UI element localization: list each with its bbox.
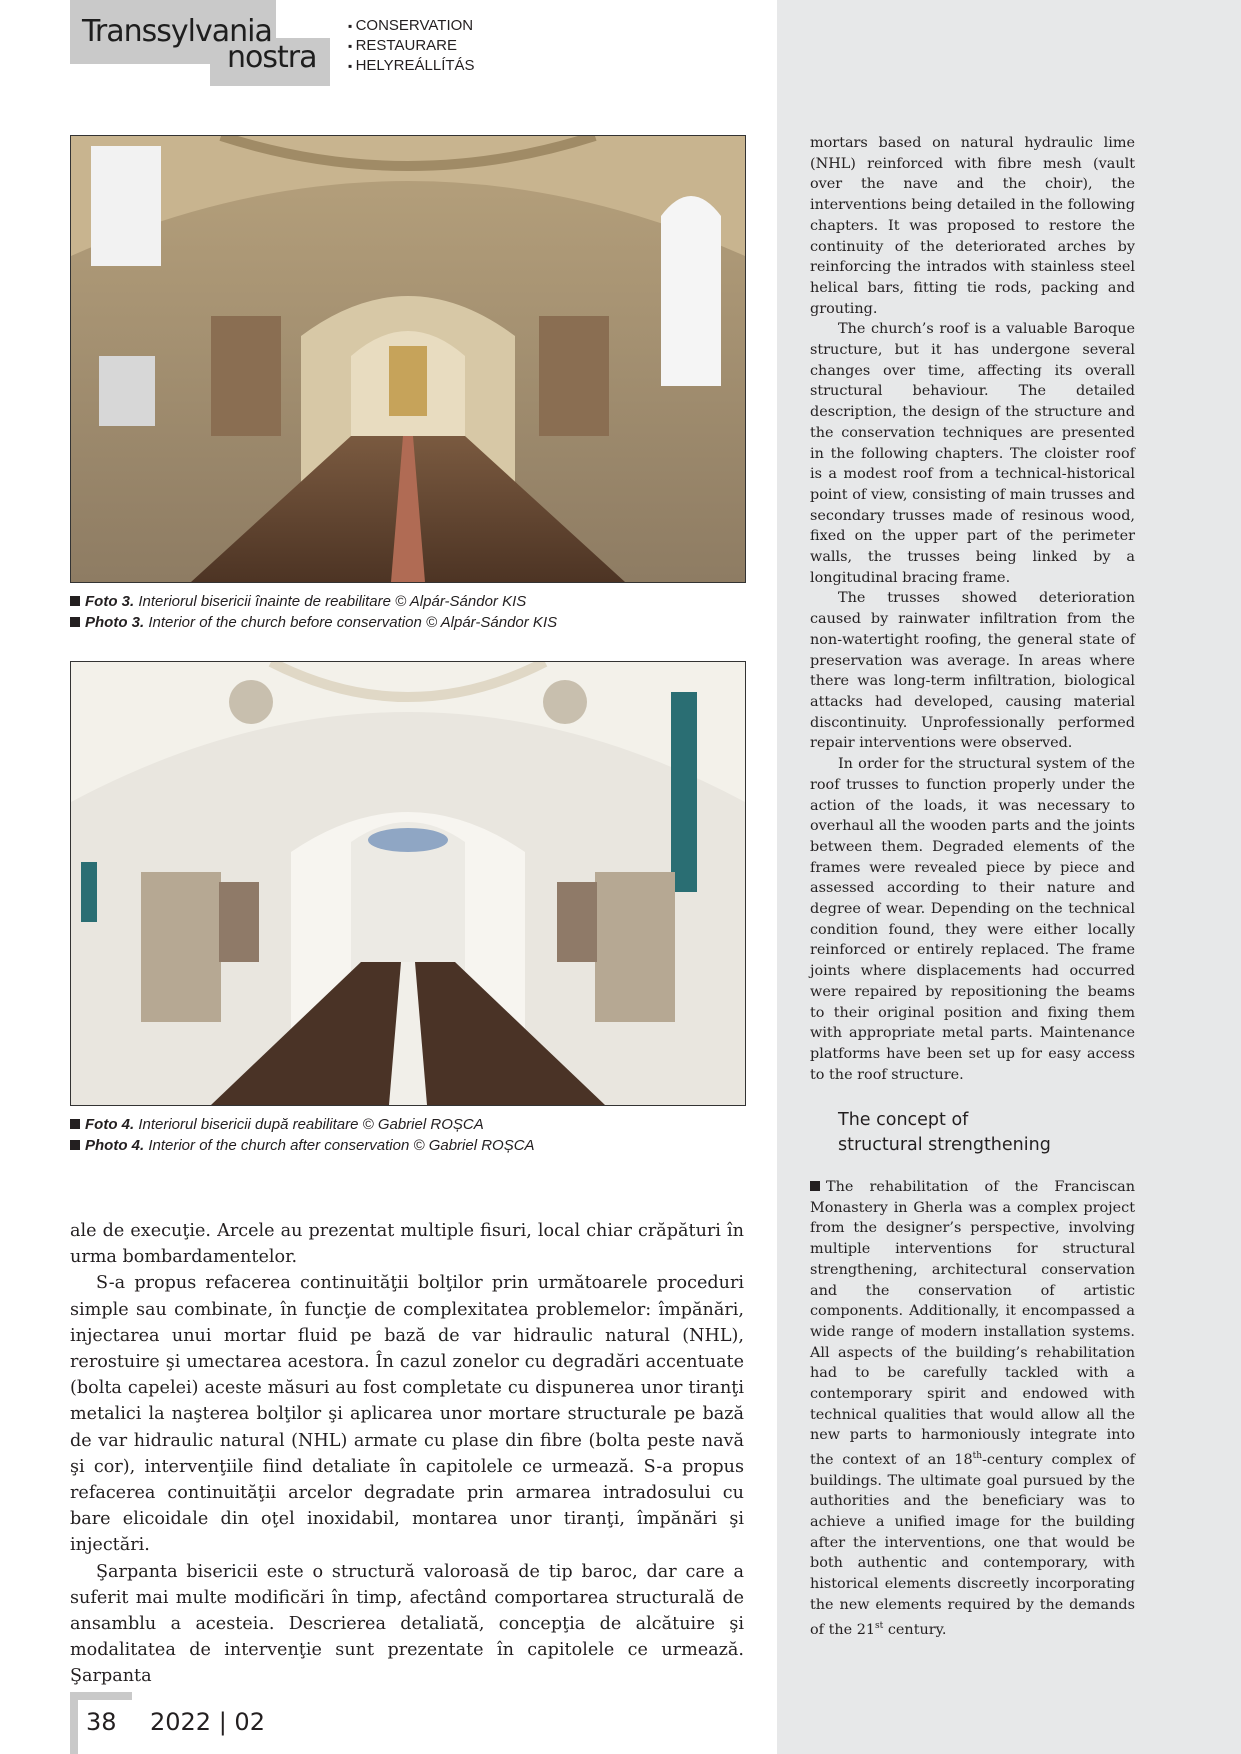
paragraph: mortars based on natural hydraulic lime (NHL) reinforced with fibre mesh (vault over the nave and the choir), the interventions being detailed in the following chapters. It was proposed to restore the continuity of the deteriorated arches by reinforcing the intrados with stainless steel helical bars, fitting tie rods, packing and grouting. — [810, 135, 1135, 317]
concept-body-text-en — [810, 1177, 1135, 1640]
paragraph: ale de execuţie. Arcele au prezentat multiple fisuri, local chiar crăpături în urma bombardamentelor. — [70, 1221, 744, 1268]
issue-label: 2022 | 02 — [150, 1708, 265, 1736]
paragraph: In order for the structural system of the roof trusses to function properly under the action of the loads, it was necessary to overhaul all the wooden parts and the joints between them. Degraded elements of the frames were revealed piece by piece and assessed according to their nature and degree of wear. Depending on the technical condition found, they were either locally reinforced or entirely replaced. The frame joints where displacements had occurred were repaired by repositioning the beams to their original position and fixing them with appropriate metal parts. Maintenance platforms have been set up for easy access to the roof structure. — [810, 756, 1135, 1083]
section-heading: The concept of structural strengthening — [838, 1110, 1051, 1155]
paragraph: The church’s roof is a valuable Baroque structure, but it has undergone several changes over time, affecting its overall structural behaviour. The detailed description, the design of the structure and the conservation techniques are presented in the following chapters. The cloister roof is a modest roof from a technical-historical point of view, consisting of main trusses and secondary trusses made of resinous wood, fixed on the upper part of the perimeter walls, the trusses being linked by a longitudinal bracing frame. — [810, 321, 1135, 586]
section-item: ▪ CONSERVATION — [348, 16, 475, 36]
paragraph: S-a propus refacerea continuităţii bolţilor prin următoarele proceduri simple sau combinate, în funcţie de complexitatea problemelor: împănări, injectarea unui mortar fluid pe bază de var hidraulic natural (NHL), rerostuire şi umectarea acestora. În cazul zonelor cu degradări accentuate (bolta capelei) aceste măsuri au fost completate cu dispunerea unor tiranţi metalici la naşterea bolţilor şi aplicarea unor mortare structurale pe bază de var hidraulic natural (NHL) armate cu plase din fibre (bolta peste navă şi cor), intervenţiile fiind detaliate în capitolele ce urmează. S-a propus refacerea continuităţii arcelor degradate prin armarea intradosului cu bare elicoidale din oţel inoxidabil, montarea unor tiranţi, împănări şi injectări. — [70, 1273, 744, 1556]
logo-line-1: Transsylvania — [82, 14, 272, 49]
journal-logo — [70, 0, 330, 86]
main-body-text-ro — [70, 1218, 744, 1690]
photo-3-caption-ro: Foto 3. Interiorul bisericii înainte de reabilitare © Alpár-Sándor KIS — [70, 591, 526, 612]
logo-line-2: nostra — [227, 40, 317, 75]
caption-bullet-icon — [70, 1140, 80, 1150]
caption-bullet-icon — [70, 617, 80, 627]
photo-church-before — [70, 135, 746, 583]
paragraph: Şarpanta bisericii este o structură valoroasă de tip baroc, dar care a suferit mai multe modificări în timp, afectând comportarea structurală de ansamblu a acesteia. Descrierea detaliată, concepţia de alcătuire şi modalitatea de intervenţie sunt prezentate în capitolele ce urmează. Şarpanta — [70, 1561, 744, 1687]
side-body-text-en — [810, 133, 1135, 1085]
caption-bullet-icon — [70, 1119, 80, 1129]
photo-4-caption-en: Photo 4. Interior of the church after conservation © Gabriel ROȘCA — [70, 1135, 535, 1156]
section-item: ▪ RESTAURARE — [348, 36, 475, 56]
photo-4-caption-ro: Foto 4. Interiorul bisericii după reabilitare © Gabriel ROȘCA — [70, 1114, 484, 1135]
photo-church-after — [70, 661, 746, 1106]
photo-3-caption-en: Photo 3. Interior of the church before conservation © Alpár-Sándor KIS — [70, 612, 557, 633]
paragraph-bullet-icon — [810, 1181, 820, 1191]
paragraph: The rehabilitation of the Franciscan Monastery in Gherla was a complex project from the designer’s perspective, involving multiple interventions for structural strengthening, architectural conservation and the conservation of artistic components. Additionally, it encompassed a wide range of modern installation systems. All aspects of the building’s rehabilitation had to be carefully tackled with a contemporary spirit and endowed with technical qualities that would allow all the new parts to harmoniously integrate into the context of an 18th-century complex of buildings. The ultimate goal pursued by the authorities and the beneficiary was to achieve a unified image for the building after the interventions, one that would be both authentic and contemporary, with historical elements discreetly incorporating the new elements required by the demands of the 21st century. — [810, 1179, 1135, 1638]
section-item: ▪ HELYREÁLLÍTÁS — [348, 56, 475, 76]
page-number: 38 — [86, 1708, 117, 1736]
section-list — [348, 16, 475, 76]
paragraph: The trusses showed deterioration caused by rainwater infiltration from the non-watertight roofing, the general state of preservation was average. In areas where there was long-term infiltration, biological attacks had developed, causing material discontinuity. Unprofessionally performed repair interventions were observed. — [810, 590, 1135, 752]
caption-bullet-icon — [70, 596, 80, 606]
